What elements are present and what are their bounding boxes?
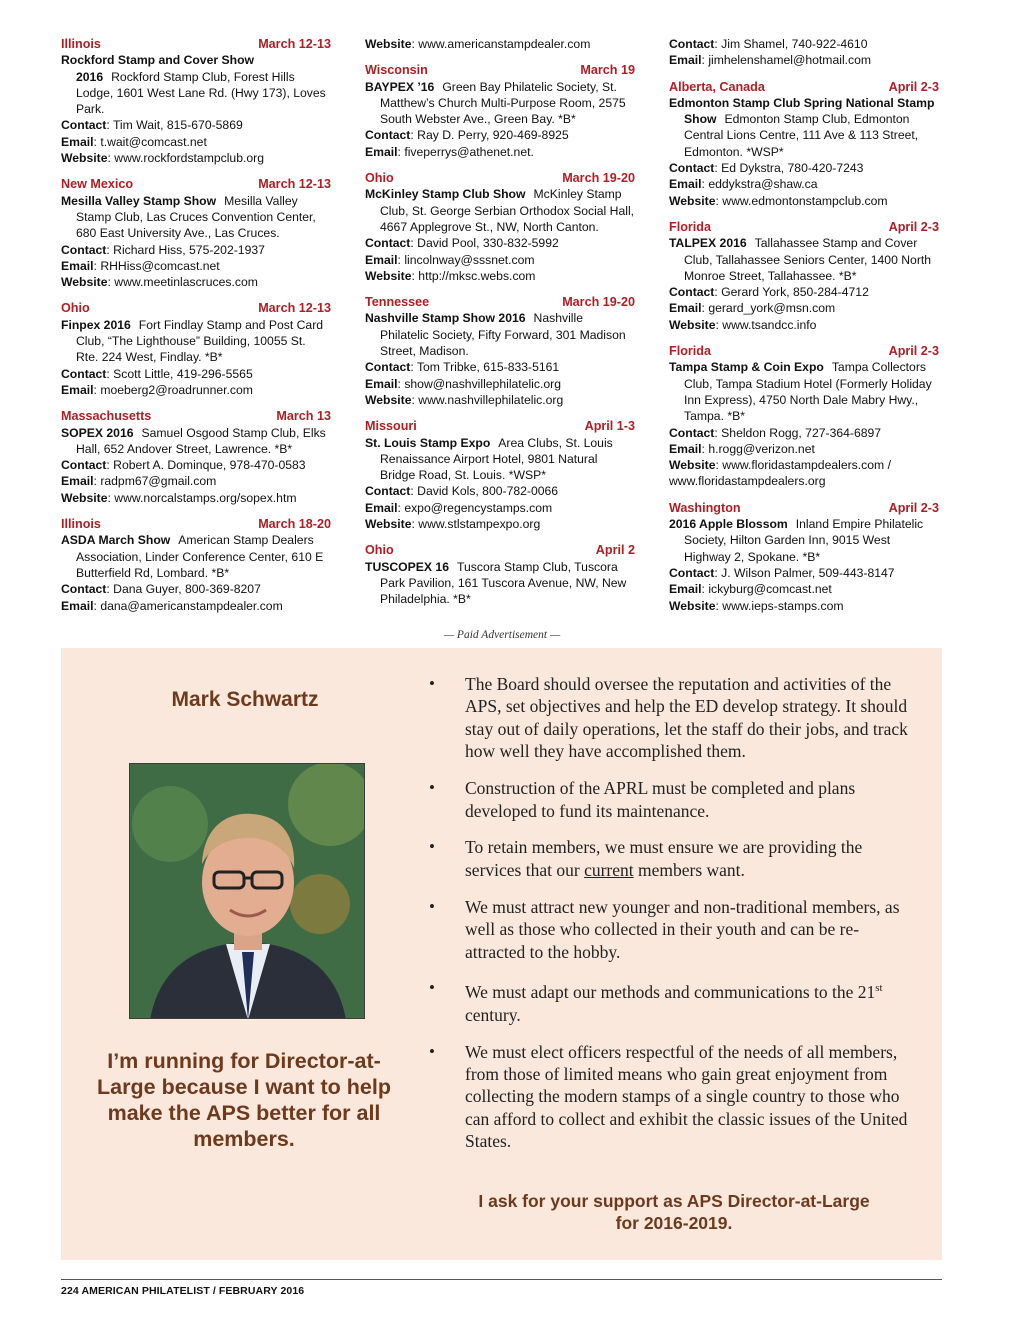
email-line: Email: radpm67@gmail.com [61,474,217,489]
email-line: Email: dana@americanstampdealer.com [61,598,283,613]
email-value: t.wait@comcast.net [100,134,207,149]
contact-value: David Kols, 800-782-0066 [417,484,559,499]
contact-line: Contact: Robert A. Dominque, 978-470-0583 [61,458,306,473]
website-line: Website: www.tsandcc.info [669,317,817,332]
email-label: Email [365,500,398,515]
show-entry [365,294,635,408]
show-date: April 2-3 [888,500,939,515]
platform-bullet: • To retain members, we must ensure we are providing the services that our current members want. [429,837,863,880]
platform-bullet: • We must elect officers respectful of the needs of all members, from those of limited means who gain great enjoyment from collecting the modern stamps of a single country to those who can afford to collect and exhibit the classic issues of the United States. [429,1041,908,1152]
paid-advertisement-label: — Paid Advertisement — [443,629,561,641]
show-title: Edmonton Stamp Club Spring National Stamp Show [669,95,935,127]
show-entry [669,79,939,209]
platform-bullet: • Construction of the APRL must be completed and plans developed to fund its maintenance. [429,778,856,821]
entry-header [365,170,635,186]
show-description [61,317,331,366]
website-label: Website [669,598,716,613]
continued-entry: Contact: Jim Shamel, 740-922-4610 Email: jimhelenshamel@hotmail.com [669,37,872,68]
bullet-icon: • [429,837,435,857]
email-label: Email [365,376,398,391]
state-name: Illinois [61,517,101,532]
show-title: Mesilla Valley Stamp Show [61,193,217,208]
contact-line: Contact: Tom Tribke, 615-833-5161 [365,360,560,375]
website-value: www.ieps-stamps.com [722,598,844,613]
entry-header [669,343,939,359]
email-label: Email [669,177,702,192]
contact-line: Contact: Tim Wait, 815-670-5869 [61,118,243,133]
show-description [61,52,331,117]
website-value: www.meetinlascruces.com [114,275,258,290]
contact-label: Contact [669,37,715,51]
page-footer: 224 AMERICAN PHILATELIST / FEBRUARY 2016 [61,1285,305,1297]
email-line: Email: moeberg2@roadrunner.com [61,382,253,397]
show-title: Finpex 2016 [61,317,131,332]
contact-line: Contact: Gerard York, 850-284-4712 [669,285,869,300]
entry-header [61,408,331,424]
show-title: BAYPEX ’16 [365,79,435,94]
show-description [669,359,939,424]
bullet-icon: • [429,674,435,693]
contact-line: Contact: David Kols, 800-782-0066 [365,484,559,499]
show-venue: Nashville Philatelic Society, Fifty Forward, 301 Madison Street, Madison. [380,311,626,359]
contact-line: Contact: Scott Little, 419-296-5565 [61,366,253,381]
show-date: April 2 [595,543,635,558]
show-title: Tampa Stamp & Coin Expo [669,360,824,375]
bullet-icon: • [429,778,435,798]
show-venue: Tuscora Stamp Club, Tuscora Park Pavilion, 161 Tuscora Avenue, NW, New Philadelphia. *B* [380,559,627,607]
state-name: Florida [669,219,711,234]
email-line: Email: eddykstra@shaw.ca [669,177,818,192]
website-value: www.americanstampdealer.com [418,37,591,51]
entry-header [365,62,635,78]
contact-label: Contact [61,366,107,381]
calendar-column-3 [669,36,939,624]
support-request: I ask for your support as APS Director-at-Large for 2016-2019. [478,1191,870,1233]
contact-line: Contact: David Pool, 330-832-5992 [365,236,559,251]
show-description [365,79,635,128]
contact-value: Ray D. Perry, 920-469-8925 [417,128,569,143]
candidate-name: Mark Schwartz [171,688,319,711]
contact-value: Sheldon Rogg, 727-364-6897 [721,425,882,440]
email-line: Email: h.rogg@verizon.net [669,441,815,456]
show-date: April 2-3 [888,344,939,359]
website-line: Website: www.ieps-stamps.com [669,598,844,613]
website-label: Website [365,392,412,407]
platform-bullet: • The Board should oversee the reputation and activities of the APS, set objectives and help the ED develop strategy. It should stay out of daily operations, let the staff do their jobs, and track how well they have accomplished them. [429,674,908,762]
show-title: St. Louis Stamp Expo [365,435,491,450]
platform-bullet: • We must attract new younger and non-traditional members, as well as those who collected in their youth and can be re-attracted to the hobby. [429,896,900,962]
show-venue: Samuel Osgood Stamp Club, Elks Hall, 652 Andover Street, Lawrence. *B* [76,425,326,456]
contact-label: Contact [669,565,715,580]
contact-label: Contact [669,285,715,300]
entry-header [365,542,635,558]
entry-header [365,294,635,310]
entry-header [365,418,635,434]
contact-value: Tom Tribke, 615-833-5161 [416,360,560,375]
state-name: Massachusetts [61,409,152,424]
entry-header [61,36,331,52]
show-entry [669,343,939,490]
bullet-icon: • [429,896,435,916]
website-label: Website [61,275,108,290]
contact-label: Contact [365,236,411,251]
show-description [669,235,939,284]
show-title: 2016 Apple Blossom [669,517,788,532]
entry-header [61,176,331,192]
website-value: www.rockfordstampclub.org [114,151,264,166]
show-description [365,559,635,608]
email-label: Email [61,382,94,397]
show-entry [61,176,331,290]
contact-label: Contact [61,458,107,473]
website-label: Website [669,458,716,473]
show-description [669,95,939,160]
entry-header [669,500,939,516]
email-line: Email: lincolnway@sssnet.com [365,252,535,267]
email-value: moeberg2@roadrunner.com [100,382,253,397]
show-title: TALPEX 2016 [669,236,747,251]
show-date: March 12-13 [258,301,331,316]
email-value: ickyburg@comcast.net [708,582,832,597]
email-value: gerard_york@msn.com [708,301,836,316]
contact-label: Contact [61,242,107,257]
continued-entry: Website: www.americanstampdealer.com [365,37,591,51]
website-line: Website: http://mksc.webs.com [365,268,536,283]
show-entry [61,408,331,506]
website-label: Website [365,268,412,283]
platform-bullet: • We must adapt our methods and communications to the 21st century. [429,978,883,1025]
email-value: radpm67@gmail.com [100,474,217,489]
contact-value: Robert A. Dominque, 978-470-0583 [113,458,306,473]
bullet-icon: • [429,1041,435,1061]
email-line: Email: gerard_york@msn.com [669,301,836,316]
show-entry [365,542,635,607]
email-value: lincolnway@sssnet.com [404,252,535,267]
contact-label: Contact [61,118,107,133]
contact-label: Contact [669,161,715,176]
website-value: www.norcalstamps.org/sopex.htm [114,490,297,505]
email-value: eddykstra@shaw.ca [708,177,818,192]
contact-label: Contact [669,425,715,440]
show-title: McKinley Stamp Club Show [365,187,526,202]
show-description [61,425,331,458]
email-label: Email [61,258,94,273]
website-line: Website: www.nashvillephilatelic.org [365,392,564,407]
email-value: jimhelenshamel@hotmail.com [708,53,872,68]
website-line: Website: www.floridastampdealers.com / www.floridastampdealers.org [669,458,891,489]
show-entry [61,516,331,614]
contact-value: David Pool, 330-832-5992 [417,236,559,251]
state-name: Wisconsin [365,63,428,78]
email-label: Email [61,134,94,149]
entry-header [61,300,331,316]
email-label: Email [669,53,702,68]
show-entry [669,500,939,614]
contact-line: Contact: Ray D. Perry, 920-469-8925 [365,128,569,143]
contact-line: Contact: Ed Dykstra, 780-420-7243 [669,161,864,176]
show-entry [61,300,331,398]
state-name: Florida [669,344,711,359]
website-line: Website: www.norcalstamps.org/sopex.htm [61,490,297,505]
state-name: Ohio [365,543,394,558]
website-label: Website [365,37,412,51]
show-venue: Edmonton Stamp Club, Edmonton Central Lions Centre, 111 Ave & 113 Street, Edmonton. *WSP* [684,112,919,159]
email-line: Email: ickyburg@comcast.net [669,582,832,597]
website-label: Website [61,151,108,166]
email-value: show@nashvillephilatelic.org [404,376,561,391]
state-name: New Mexico [61,177,134,192]
show-calendar [61,36,941,636]
email-line: Email: t.wait@comcast.net [61,134,207,149]
email-line: Email: expo@regencystamps.com [365,500,553,515]
contact-value: Jim Shamel, 740-922-4610 [721,37,868,51]
footer-divider [61,1279,942,1280]
show-date: April 2-3 [888,219,939,234]
show-title: ASDA March Show [61,533,171,548]
show-description [61,532,331,581]
state-name: Ohio [365,171,394,186]
contact-line: Contact: J. Wilson Palmer, 509-443-8147 [669,565,895,580]
show-date: March 13 [276,409,331,424]
state-name: Illinois [61,37,101,51]
show-date: March 19-20 [562,295,635,310]
email-label: Email [61,598,94,613]
website-value: http://mksc.webs.com [418,268,536,283]
website-line: Website: www.stlstampexpo.org [365,517,541,532]
platform-bullets [429,673,909,1167]
email-value: h.rogg@verizon.net [708,441,815,456]
contact-label: Contact [365,128,411,143]
email-label: Email [365,144,398,159]
contact-value: Dana Guyer, 800-369-8207 [113,582,261,597]
show-title: Nashville Stamp Show 2016 [365,311,526,326]
contact-line: Contact: Richard Hiss, 575-202-1937 [61,242,265,257]
state-name: Alberta, Canada [669,79,765,94]
website-line: Website: www.rockfordstampclub.org [61,151,264,166]
show-title: TUSCOPEX 16 [365,559,449,574]
contact-label: Contact [61,582,107,597]
contact-value: Gerard York, 850-284-4712 [721,285,869,300]
show-date: March 12-13 [258,37,331,51]
entry-header [61,516,331,532]
email-label: Email [669,301,702,316]
website-value: www.tsandcc.info [722,317,817,332]
contact-value: J. Wilson Palmer, 509-443-8147 [721,565,895,580]
show-venue: Rockford Stamp Club, Forest Hills Lodge, 1601 West Lane Rd. (Hwy 173), Loves Park. [76,69,326,117]
show-venue: McKinley Stamp Club, St. George Serbian Orthodox Social Hall, 4667 Applegrove St., NW, North Canton. [380,187,635,234]
show-venue: Inland Empire Philatelic Society, Hilton Garden Inn, 9015 West Highway 2, Spokane. *B* [684,517,924,564]
contact-label: Contact [365,360,411,375]
show-title: Rockford Stamp and Cover Show 2016 [61,53,254,84]
show-venue: Fort Findlay Stamp and Post Card Club, “The Lighthouse” Building, 10055 St. Rte. 224 West, Findlay. *B* [76,317,324,365]
show-date: March 19 [580,63,635,78]
campaign-advertisement [61,648,942,1260]
show-venue: Area Clubs, St. Louis Renaissance Airport Hotel, 9801 Natural Bridge Road, St. Louis. *WSP* [380,435,613,483]
email-value: RHHiss@comcast.net [100,258,220,273]
show-title: SOPEX 2016 [61,425,134,440]
show-entry [365,62,635,160]
show-date: April 2-3 [888,79,939,94]
contact-value: Richard Hiss, 575-202-1937 [113,242,265,257]
email-line: Email: show@nashvillephilatelic.org [365,376,561,391]
show-description [365,186,635,235]
show-description [365,310,635,359]
email-line: Email: fiveperrys@athenet.net. [365,144,534,159]
email-line: Email: RHHiss@comcast.net [61,258,220,273]
show-venue: Green Bay Philatelic Society, St. Matthew’s Church Multi-Purpose Room, 2575 South Webster Ave., Green Bay. *B* [380,79,626,127]
portrait-illustration [130,764,365,1019]
website-value: www.nashvillephilatelic.org [418,392,564,407]
website-value: www.edmontonstampclub.com [722,193,888,208]
contact-value: Tim Wait, 815-670-5869 [112,118,243,133]
show-description [669,516,939,565]
bullet-icon: • [429,978,435,998]
email-label: Email [365,252,398,267]
entry-header [669,79,939,95]
show-date: April 1-3 [584,419,635,434]
show-venue: Mesilla Valley Stamp Club, Las Cruces Convention Center, 680 East University Ave., Las Cruces. [76,193,316,241]
show-date: March 19-20 [562,171,635,186]
calendar-column-1 [61,36,331,624]
state-name: Missouri [365,419,417,434]
website-value: www.floridastampdealers.com / www.floridastampdealers.org [669,458,891,489]
state-name: Washington [669,500,741,515]
show-entry [365,170,635,284]
show-venue: American Stamp Dealers Association, Linder Conference Center, 610 E Butterfield Rd, Lombard. *B* [76,533,324,580]
website-value: www.stlstampexpo.org [418,517,541,532]
state-name: Ohio [61,301,90,316]
website-label: Website [669,193,716,208]
contact-line: Contact: Dana Guyer, 800-369-8207 [61,582,261,597]
website-line: Website: www.meetinlascruces.com [61,275,258,290]
contact-line: Contact: Sheldon Rogg, 727-364-6897 [669,425,882,440]
calendar-column-2 [365,36,635,618]
show-description [61,193,331,242]
show-venue: Tampa Collectors Club, Tampa Stadium Hotel (Formerly Holiday Inn Express), 4750 North Dale Mabry Hwy., Tampa. *B* [684,360,932,424]
email-label: Email [61,474,94,489]
show-entry [365,418,635,532]
show-entry [669,219,939,333]
show-description [365,435,635,484]
show-date: March 18-20 [258,517,331,532]
contact-value: Scott Little, 419-296-5565 [113,366,253,381]
website-line: Website: www.edmontonstampclub.com [669,193,888,208]
candidate-tagline: I’m running for Director-at-Large because I want to help make the APS better for all members. [97,1049,391,1151]
website-label: Website [669,317,716,332]
candidate-photo [129,763,365,1019]
contact-value: Ed Dykstra, 780-420-7243 [721,161,864,176]
email-label: Email [669,582,702,597]
email-value: fiveperrys@athenet.net. [404,144,534,159]
state-name: Tennessee [365,295,430,310]
contact-label: Contact [365,484,411,499]
show-venue: Tallahassee Stamp and Cover Club, Tallahassee Seniors Center, 1400 North Monroe Street, Tallahassee. *B* [684,236,932,283]
email-label: Email [669,441,702,456]
entry-header [669,219,939,235]
show-entry [61,36,331,166]
email-value: dana@americanstampdealer.com [100,598,283,613]
show-date: March 12-13 [258,177,331,192]
website-label: Website [61,490,108,505]
email-value: expo@regencystamps.com [404,500,553,515]
website-label: Website [365,517,412,532]
